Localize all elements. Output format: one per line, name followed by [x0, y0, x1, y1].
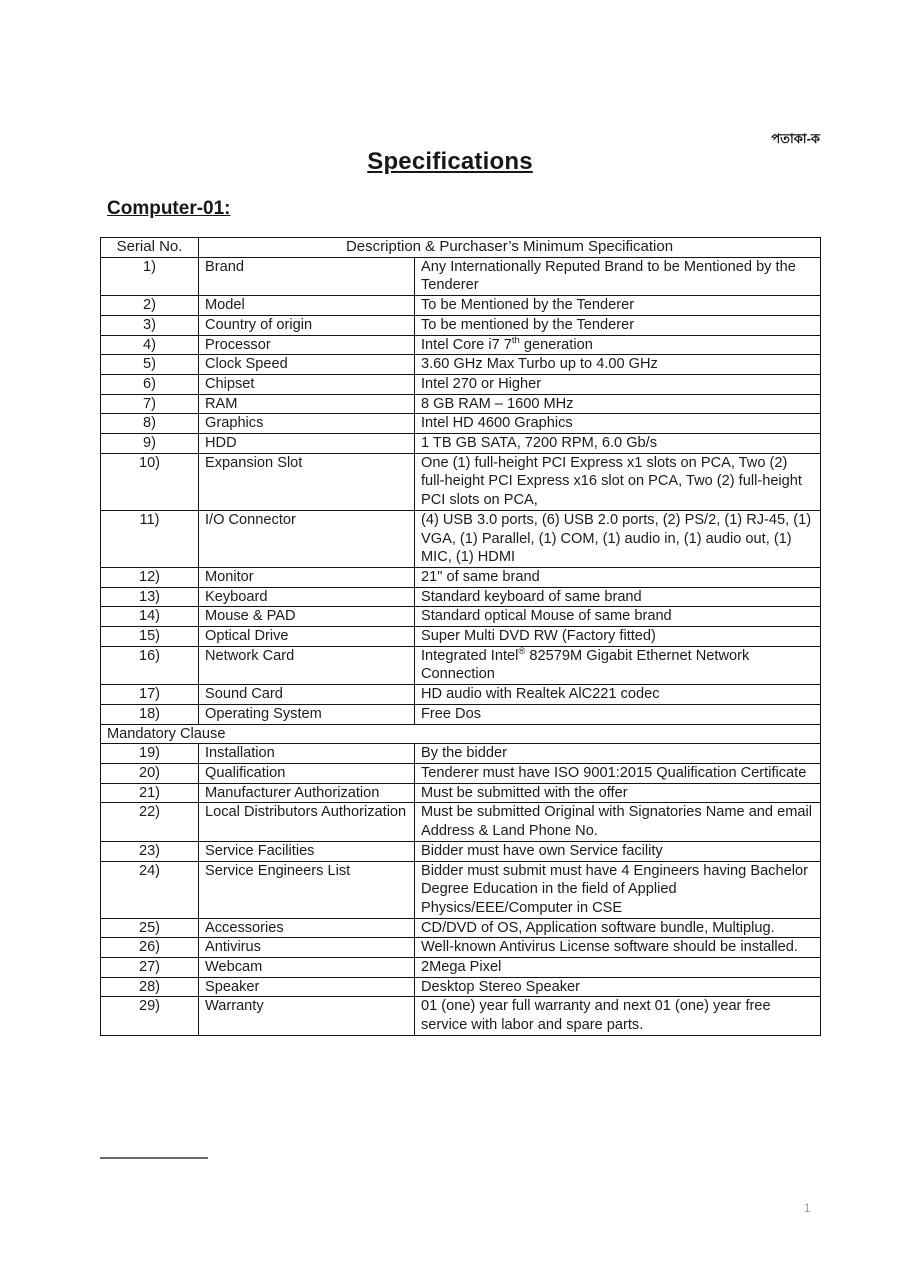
serial-cell: 18)	[101, 704, 199, 724]
item-name-cell: Warranty	[199, 997, 415, 1035]
serial-cell: 16)	[101, 646, 199, 684]
item-name-cell: Antivirus	[199, 938, 415, 958]
spec-cell	[415, 335, 821, 355]
item-name-cell: Webcam	[199, 958, 415, 978]
table-row	[101, 355, 821, 375]
item-name-cell: Expansion Slot	[199, 453, 415, 510]
item-name-cell: Monitor	[199, 567, 415, 587]
table-row	[101, 257, 821, 295]
spec-cell: Standard optical Mouse of same brand	[415, 607, 821, 627]
spec-text: 82579M Gigabit Ethernet Network Connection	[421, 647, 750, 683]
item-name-cell: Processor	[199, 335, 415, 355]
item-name-cell: Graphics	[199, 414, 415, 434]
item-name-cell: Installation	[199, 744, 415, 764]
serial-cell: 29)	[101, 997, 199, 1035]
spec-cell: CD/DVD of OS, Application software bundle, Multiplug.	[415, 918, 821, 938]
item-name-cell: RAM	[199, 394, 415, 414]
table-row	[101, 763, 821, 783]
specifications-table	[100, 237, 821, 1036]
serial-cell: 15)	[101, 627, 199, 647]
item-name-cell: Operating System	[199, 704, 415, 724]
spec-cell: Desktop Stereo Speaker	[415, 977, 821, 997]
spec-cell: Must be submitted with the offer	[415, 783, 821, 803]
serial-cell: 10)	[101, 453, 199, 510]
serial-cell: 8)	[101, 414, 199, 434]
serial-cell: 3)	[101, 315, 199, 335]
table-row	[101, 296, 821, 316]
item-name-cell: HDD	[199, 434, 415, 454]
table-row	[101, 803, 821, 841]
section-heading: Computer-01:	[107, 198, 231, 219]
spec-cell: 2Mega Pixel	[415, 958, 821, 978]
spec-cell: Bidder must have own Service facility	[415, 841, 821, 861]
serial-cell: 17)	[101, 685, 199, 705]
table-row	[101, 434, 821, 454]
serial-cell: 28)	[101, 977, 199, 997]
spec-cell: Must be submitted Original with Signatories Name and email Address & Land Phone No.	[415, 803, 821, 841]
spec-cell: 21" of same brand	[415, 567, 821, 587]
serial-cell: 13)	[101, 587, 199, 607]
spec-cell: HD audio with Realtek AlC221 codec	[415, 685, 821, 705]
item-name-cell: Model	[199, 296, 415, 316]
table-row	[101, 627, 821, 647]
spec-cell	[415, 646, 821, 684]
table-row	[101, 958, 821, 978]
spec-cell: Intel HD 4600 Graphics	[415, 414, 821, 434]
item-name-cell: I/O Connector	[199, 510, 415, 567]
footnote-separator	[100, 1157, 208, 1159]
serial-cell: 22)	[101, 803, 199, 841]
table-row	[101, 394, 821, 414]
spec-cell: 01 (one) year full warranty and next 01 (one) year free service with labor and spare parts.	[415, 997, 821, 1035]
serial-cell: 9)	[101, 434, 199, 454]
table-row	[101, 587, 821, 607]
table-row	[101, 510, 821, 567]
table-row	[101, 997, 821, 1035]
item-name-cell: Clock Speed	[199, 355, 415, 375]
serial-cell: 26)	[101, 938, 199, 958]
table-row	[101, 646, 821, 684]
serial-cell: 2)	[101, 296, 199, 316]
spec-cell: To be mentioned by the Tenderer	[415, 315, 821, 335]
serial-cell: 23)	[101, 841, 199, 861]
mandatory-clause-cell: Mandatory Clause	[101, 724, 821, 744]
spec-cell: Intel 270 or Higher	[415, 374, 821, 394]
table-row	[101, 918, 821, 938]
serial-cell: 4)	[101, 335, 199, 355]
spec-cell: Bidder must submit must have 4 Engineers having Bachelor Degree Education in the field of Applied Physics/EEE/Computer in CSE	[415, 861, 821, 918]
table-row	[101, 938, 821, 958]
table-row	[101, 783, 821, 803]
item-name-cell: Service Engineers List	[199, 861, 415, 918]
spec-cell: To be Mentioned by the Tenderer	[415, 296, 821, 316]
spec-cell: Free Dos	[415, 704, 821, 724]
table-row	[101, 414, 821, 434]
table-header-row	[101, 238, 821, 258]
table-row	[101, 453, 821, 510]
serial-cell: 19)	[101, 744, 199, 764]
serial-cell: 12)	[101, 567, 199, 587]
spec-cell: Any Internationally Reputed Brand to be Mentioned by the Tenderer	[415, 257, 821, 295]
item-name-cell: Brand	[199, 257, 415, 295]
spec-cell: 8 GB RAM – 1600 MHz	[415, 394, 821, 414]
item-name-cell: Country of origin	[199, 315, 415, 335]
table-row	[101, 977, 821, 997]
serial-cell: 20)	[101, 763, 199, 783]
serial-cell: 14)	[101, 607, 199, 627]
table-row	[101, 841, 821, 861]
spec-cell: 3.60 GHz Max Turbo up to 4.00 GHz	[415, 355, 821, 375]
item-name-cell: Speaker	[199, 977, 415, 997]
table-row	[101, 315, 821, 335]
spec-cell: Tenderer must have ISO 9001:2015 Qualification Certificate	[415, 763, 821, 783]
item-name-cell: Mouse & PAD	[199, 607, 415, 627]
item-name-cell: Sound Card	[199, 685, 415, 705]
spec-text: Integrated Intel	[421, 647, 519, 664]
table-row	[101, 861, 821, 918]
item-name-cell: Qualification	[199, 763, 415, 783]
item-name-cell: Manufacturer Authorization	[199, 783, 415, 803]
spec-cell: One (1) full-height PCI Express x1 slots on PCA, Two (2) full-height PCI Express x16 slot on PCA, Two (2) full-height PCI slots on PCA,	[415, 453, 821, 510]
serial-cell: 7)	[101, 394, 199, 414]
spec-cell: 1 TB GB SATA, 7200 RPM, 6.0 Gb/s	[415, 434, 821, 454]
serial-cell: 11)	[101, 510, 199, 567]
spec-cell: Super Multi DVD RW (Factory fitted)	[415, 627, 821, 647]
serial-header-cell: Serial No.	[101, 238, 199, 258]
mandatory-clause-row	[101, 724, 821, 744]
table-row	[101, 374, 821, 394]
item-name-cell: Optical Drive	[199, 627, 415, 647]
serial-cell: 27)	[101, 958, 199, 978]
spec-text: Intel Core i7 7	[421, 336, 512, 353]
table-row	[101, 744, 821, 764]
registered-mark: ®	[518, 645, 526, 657]
superscript-text: th	[511, 334, 520, 346]
item-name-cell: Local Distributors Authorization	[199, 803, 415, 841]
spec-cell: (4) USB 3.0 ports, (6) USB 2.0 ports, (2) PS/2, (1) RJ-45, (1) VGA, (1) Parallel, (1) COM, (1) audio in, (1) audio out, (1) MIC, (1) HDMI	[415, 510, 821, 567]
description-header-cell: Description & Purchaser’s Minimum Specification	[199, 238, 821, 258]
serial-cell: 25)	[101, 918, 199, 938]
table-row	[101, 567, 821, 587]
spec-text: generation	[519, 336, 593, 353]
item-name-cell: Network Card	[199, 646, 415, 684]
serial-cell: 1)	[101, 257, 199, 295]
spec-cell: Standard keyboard of same brand	[415, 587, 821, 607]
item-name-cell: Keyboard	[199, 587, 415, 607]
item-name-cell: Chipset	[199, 374, 415, 394]
spec-cell: Well-known Antivirus License software should be installed.	[415, 938, 821, 958]
table-row	[101, 704, 821, 724]
serial-cell: 21)	[101, 783, 199, 803]
corner-annotation: পতাকা-ক	[771, 131, 820, 146]
page-number: 1	[804, 1203, 811, 1215]
spec-cell: By the bidder	[415, 744, 821, 764]
item-name-cell: Accessories	[199, 918, 415, 938]
serial-cell: 5)	[101, 355, 199, 375]
serial-cell: 6)	[101, 374, 199, 394]
table-row	[101, 335, 821, 355]
page-title: Specifications	[367, 148, 533, 175]
item-name-cell: Service Facilities	[199, 841, 415, 861]
serial-cell: 24)	[101, 861, 199, 918]
table-row	[101, 607, 821, 627]
table-row	[101, 685, 821, 705]
